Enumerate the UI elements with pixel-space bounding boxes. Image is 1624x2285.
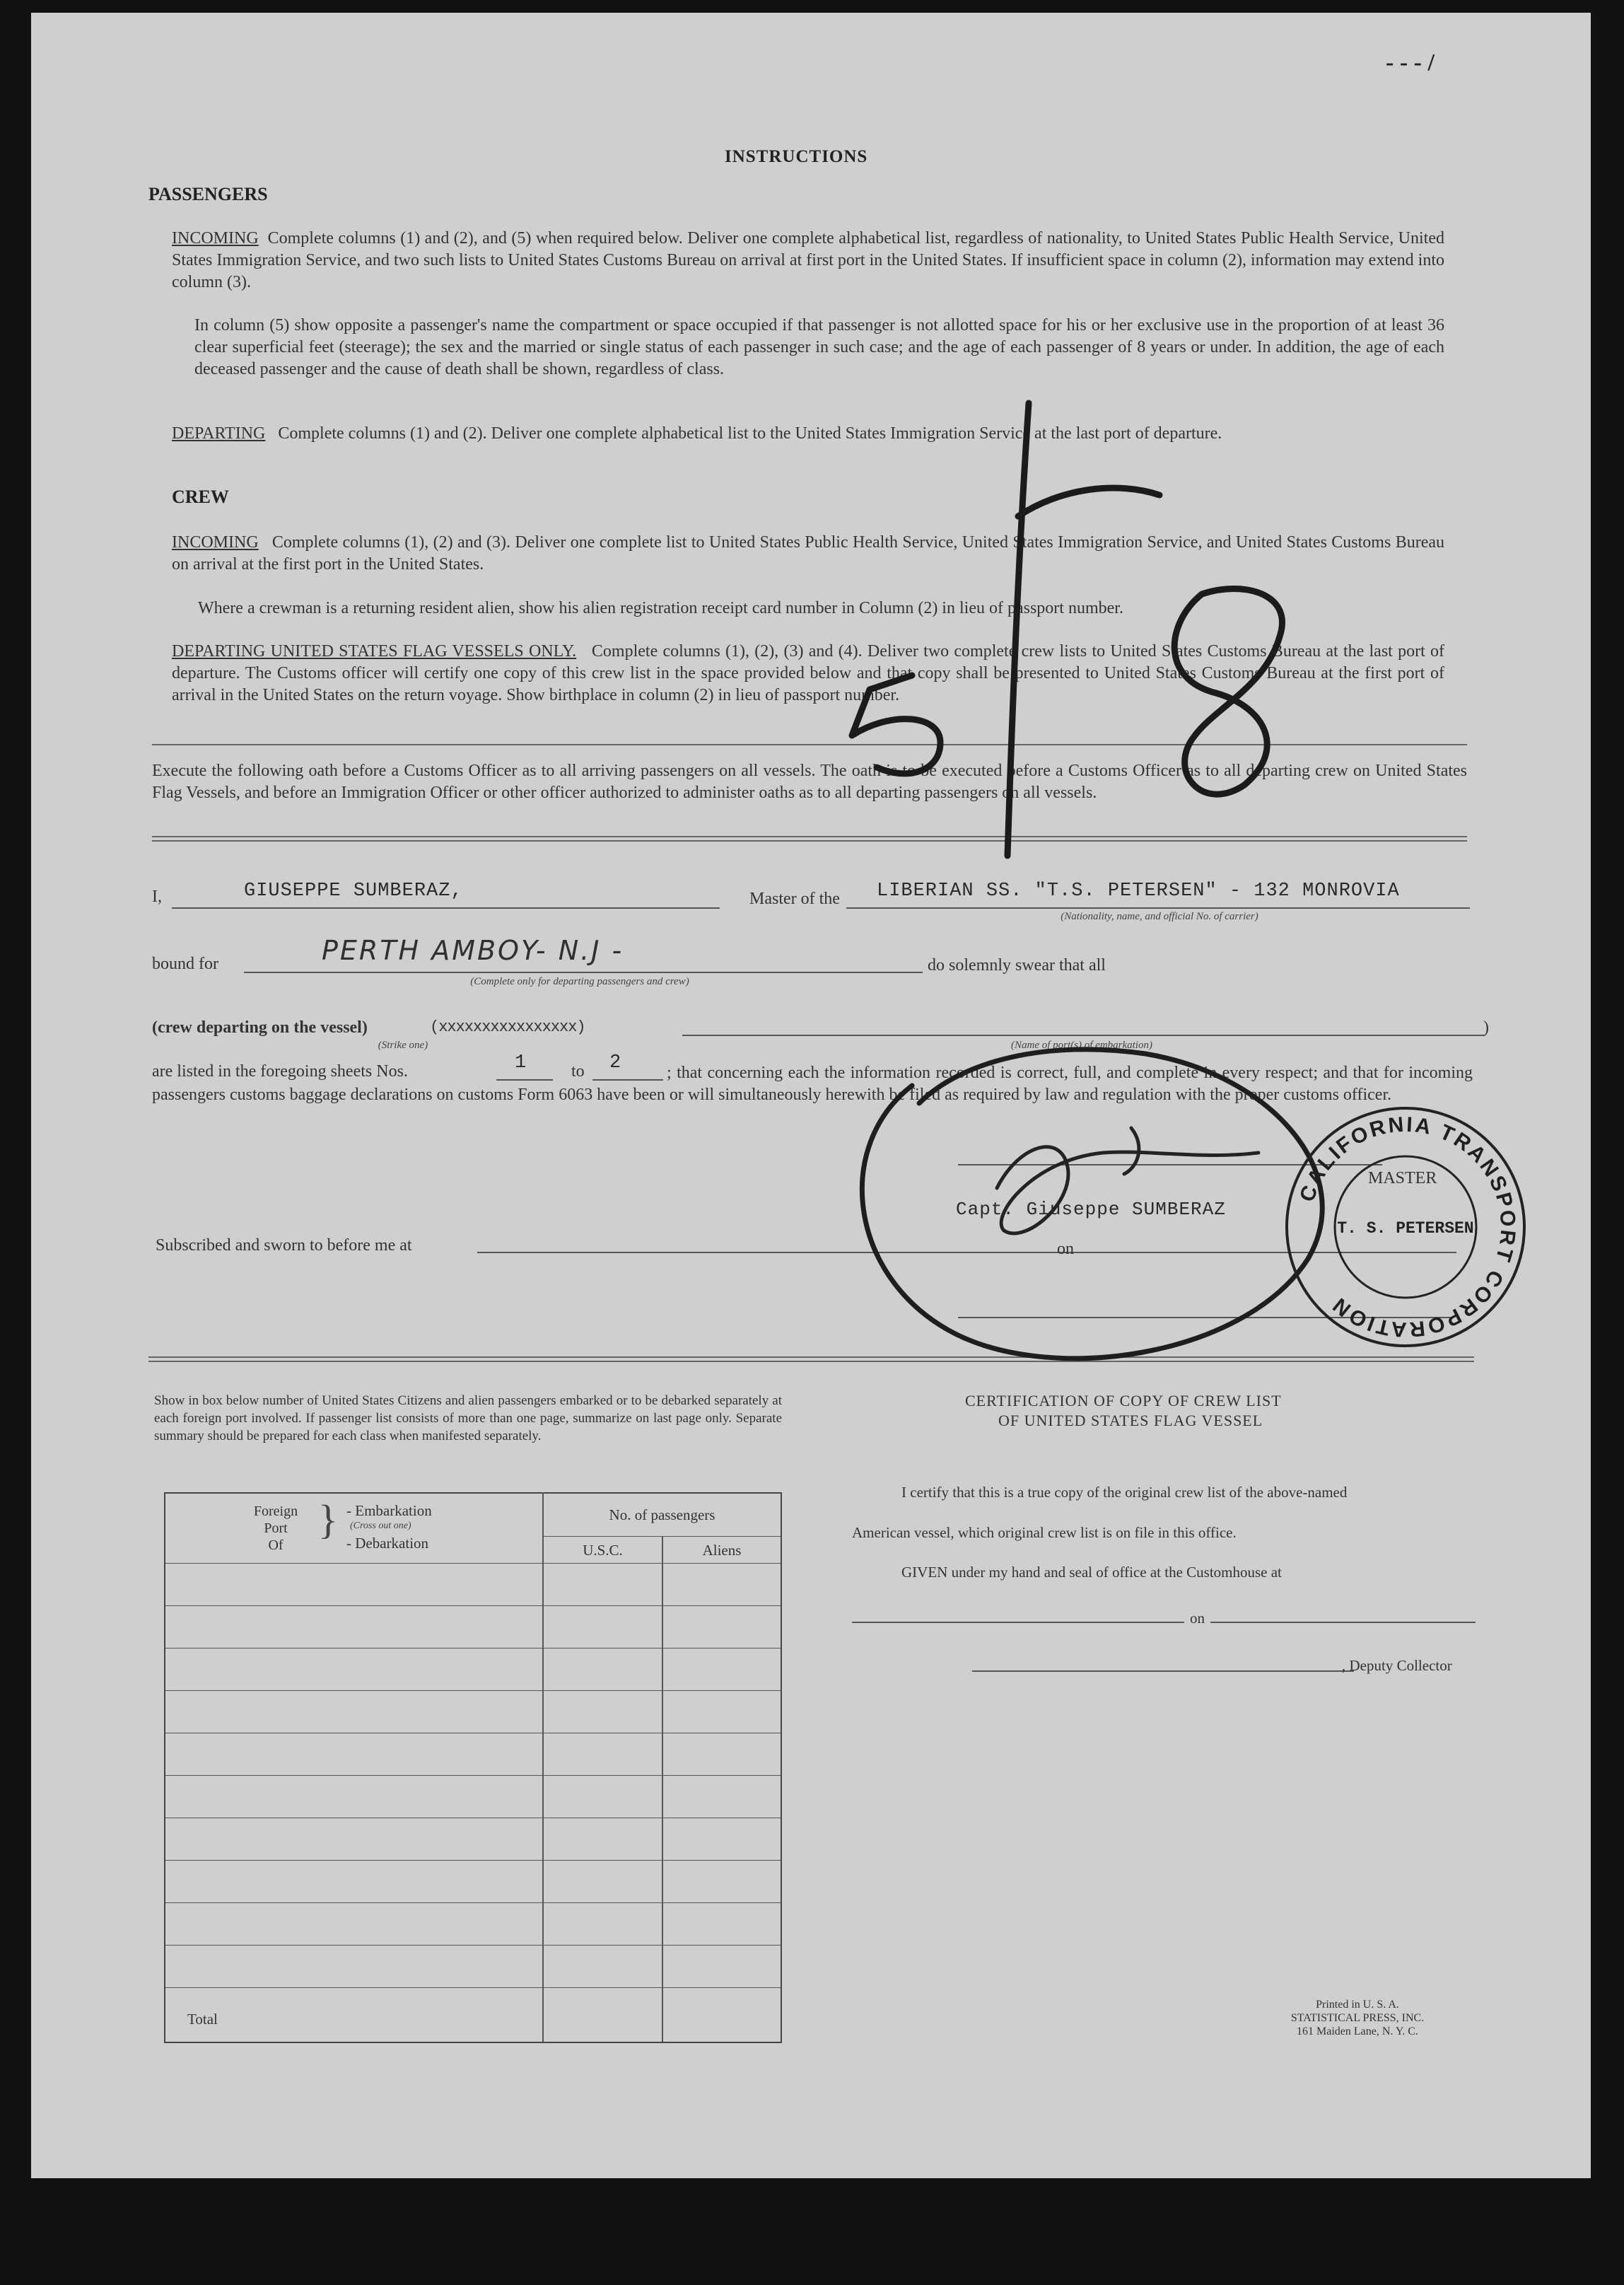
summary-instruction: Show in box below number of United States Citizens and alien passengers embarked or to be debarked separately at each foreign port involved. If passenger list consists of more than one page, summarize on last page only. Separate summary should be prepared for each class when manifested separately. (154, 1393, 782, 1443)
certification-title-line1: CERTIFICATION OF COPY OF CREW LIST (965, 1392, 1282, 1409)
crew-heading: CREW (172, 487, 229, 507)
oath-i-label: I, (152, 888, 162, 906)
certification-title-line2: OF UNITED STATES FLAG VESSEL (998, 1412, 1263, 1429)
handwritten-annotation (852, 403, 1282, 856)
embarkation-label[interactable]: - Embarkation (346, 1502, 432, 1519)
crew-departing-label: DEPARTING UNITED STATES FLAG VESSELS ONLY. (172, 642, 577, 661)
port-header-line: Of (268, 1537, 284, 1553)
bound-for-label: bound for (152, 955, 218, 973)
passengers-column5-paragraph: In column (5) show opposite a passenger's name the compartment or space occupied if that passenger is not allotted space for his or her exclusive use in the proportion of at least 36 clear superficial feet (steerage); the sex and the married or single status of each passenger in such case; and the age of each passenger of 8 years or under. In addition, the age of each deceased passenger and the cause of death shall be shown, regardless of class. (194, 316, 1444, 378)
brace-glyph: } (318, 1496, 338, 1542)
debarkation-label[interactable]: - Debarkation (346, 1535, 429, 1552)
bound-for-caption: (Complete only for departing passengers and crew) (470, 976, 689, 987)
stamp-ring-text: CALIFORNIA TRANSPORT CORPORATION (1295, 1112, 1520, 1342)
strike-caption: (Strike one) (378, 1040, 428, 1051)
stamp-center-text: T. S. PETERSEN (1337, 1219, 1474, 1238)
aliens-header: Aliens (702, 1542, 742, 1559)
vessel-caption: (Nationality, name, and official No. of carrier) (1061, 911, 1258, 922)
oath-body: ; that concerning each the information recorded is correct, full, and complete in every respect; and that for incoming passengers customs baggage declarations on customs Form 6063 have been or will simultaneously herewith be filed as required by law and regulation with the proper customs officer. (152, 1064, 1473, 1104)
master-name[interactable]: GIUSEPPE SUMBERAZ, (244, 880, 463, 902)
crew-resident-paragraph: Where a crewman is a returning resident alien, show his alien registration receipt card number in Column (2) in lieu of passport number. (198, 599, 1123, 617)
crew-departing-text: Complete columns (1), (2), (3) and (4). Deliver two complete crew lists to United States Customs Bureau at the last port of departure. The Customs officer will certify one copy of this crew list in the space provided below and that copy shall be presented to United States Customs Bureau at the first port of arrival in the United States on the return voyage. Show birthplace in column (2) in lieu of passport number. (172, 642, 1445, 704)
subscribed-label: Subscribed and sworn to before me at (156, 1236, 412, 1255)
certification-on-label: on (1190, 1610, 1205, 1627)
passengers-count-header: No. of passengers (609, 1506, 715, 1523)
digit-eight-stroke (1174, 589, 1282, 795)
certification-line1: I certify that this is a true copy of the original crew list of the above-named (901, 1484, 1348, 1501)
annotation-flourish (1018, 488, 1159, 516)
printer-line: Printed in U. S. A. (1316, 1999, 1399, 2011)
cross-out-caption: (Cross out one) (350, 1521, 411, 1531)
crew-incoming-label: INCOMING (172, 533, 259, 552)
port-header-line: Foreign (253, 1504, 298, 1519)
printer-line: 161 Maiden Lane, N. Y. C. (1297, 2025, 1418, 2037)
sheet-from[interactable]: 1 (515, 1052, 527, 1074)
deputy-collector-label: , Deputy Collector (1342, 1657, 1452, 1674)
usc-header: U.S.C. (583, 1542, 623, 1559)
crew-incoming-text: Complete columns (1), (2) and (3). Deliver one complete list to United States Public Health Service, United States Immigration Service, and United States Customs Bureau on arrival at the first port in the United States. (172, 533, 1445, 574)
vessel-name[interactable]: LIBERIAN SS. "T.S. PETERSEN" - 132 MONROVIA (877, 880, 1400, 902)
subscribed-on-label: on (1057, 1240, 1074, 1258)
port-header-line: Port (264, 1521, 288, 1536)
sheet-to[interactable]: 2 (609, 1052, 622, 1074)
bound-for-port[interactable]: PERTH AMBOY- N.J - (322, 935, 624, 966)
digit-five-stroke (852, 675, 940, 774)
certification-line2: American vessel, which original crew list is on file in this office. (852, 1524, 1237, 1541)
passengers-incoming-label: INCOMING (172, 229, 259, 248)
swear-text: do solemnly swear that all (928, 956, 1106, 975)
crew-departing-label: (crew departing on the vessel) (152, 1018, 368, 1037)
signature-scrawl (997, 1128, 1258, 1233)
close-paren: ) (1483, 1018, 1489, 1037)
total-label: Total (187, 2011, 218, 2028)
passengers-incoming-text: Complete columns (1) and (2), and (5) when required below. Deliver one complete alphabetical list, regardless of nationality, to United States Public Health Service, United States Immigration Service, and two such lists to United States Customs Bureau on arrival at first port in the United States. If insufficient space in column (2), information may extend into column (3). (172, 229, 1445, 291)
corner-mark: - - - / (1386, 50, 1435, 76)
struck-text: (xxxxxxxxxxxxxxxx) (430, 1018, 585, 1036)
passengers-heading: PASSENGERS (148, 184, 268, 204)
oath-instruction: Execute the following oath before a Customs Officer as to all arriving passengers on all vessels. The oath is to be executed before a Customs Officer as to all departing crew on United States Flag Vessels, and before an Immigration Officer or other officer authorized to administer oaths as to all departing passengers on all vessels. (152, 762, 1467, 802)
certification-line3: GIVEN under my hand and seal of office at the Customhouse at (901, 1564, 1282, 1581)
page-title: INSTRUCTIONS (725, 147, 868, 166)
listed-label: are listed in the foregoing sheets Nos. (152, 1062, 408, 1081)
to-label: to (571, 1062, 585, 1081)
printer-line: STATISTICAL PRESS, INC. (1290, 2012, 1425, 2024)
passengers-departing-text: Complete columns (1) and (2). Deliver one complete alphabetical list to the United States Immigration Service at the last port of departure. (278, 424, 1222, 443)
master-of-label: Master of the (749, 890, 840, 908)
signature-typed: Capt. Giuseppe SUMBERAZ (956, 1199, 1226, 1220)
slash-stroke (1007, 403, 1029, 856)
passengers-departing-label: DEPARTING (172, 424, 266, 443)
master-label: MASTER (1368, 1169, 1437, 1187)
port-caption: (Name of port(s) of embarkation) (1011, 1040, 1152, 1051)
signature-circle (862, 1050, 1322, 1359)
